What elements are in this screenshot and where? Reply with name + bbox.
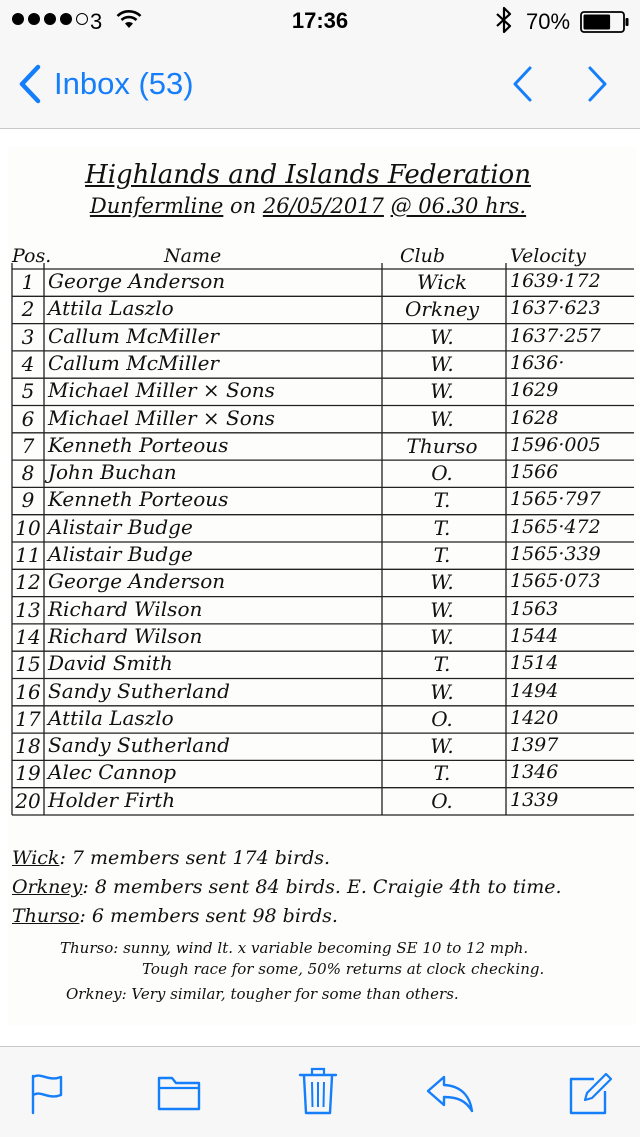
position-cell: 11 bbox=[15, 543, 41, 567]
velocity-cell: 1397 bbox=[510, 734, 559, 757]
table-row bbox=[8, 651, 636, 678]
position-cell: 8 bbox=[21, 461, 35, 486]
club-cell: W. bbox=[430, 597, 454, 622]
position-cell: 17 bbox=[15, 706, 41, 731]
header-velocity: Velocity bbox=[510, 245, 586, 267]
name-cell: George Anderson bbox=[48, 569, 226, 594]
name-cell: George Anderson bbox=[48, 269, 226, 293]
table-row bbox=[8, 733, 636, 760]
table-row bbox=[8, 569, 636, 596]
club-cell: T. bbox=[433, 543, 451, 567]
club-cell: Orkney bbox=[404, 297, 480, 322]
table-row bbox=[8, 624, 636, 651]
bottom-toolbar bbox=[0, 1046, 640, 1137]
name-cell: Holder Firth bbox=[48, 787, 176, 812]
name-cell: John Buchan bbox=[48, 460, 177, 485]
position-cell: 14 bbox=[15, 624, 41, 649]
table-row bbox=[8, 597, 636, 624]
position-cell: 2 bbox=[21, 297, 35, 322]
bluetooth-icon bbox=[494, 6, 514, 40]
position-cell: 15 bbox=[15, 652, 41, 677]
velocity-cell: 1563 bbox=[510, 597, 559, 620]
name-cell: Richard Wilson bbox=[48, 623, 203, 648]
club-cell: T. bbox=[433, 761, 451, 786]
note-thurso: Thurso: sunny, wind lt. x variable becoming SE 10 to 12 mph. bbox=[60, 939, 529, 957]
velocity-cell: 1566 bbox=[510, 461, 559, 484]
position-cell: 19 bbox=[15, 761, 41, 786]
name-cell: Kenneth Porteous bbox=[48, 432, 229, 457]
club-cell: T. bbox=[433, 652, 451, 677]
reply-icon[interactable] bbox=[424, 1071, 476, 1120]
name-cell: Sandy Sutherland bbox=[48, 733, 230, 758]
club-cell: W. bbox=[430, 570, 454, 595]
table-row bbox=[8, 433, 636, 460]
velocity-cell: 1339 bbox=[510, 788, 559, 811]
velocity-cell: 1346 bbox=[510, 761, 559, 784]
table-row bbox=[8, 706, 636, 733]
club-cell: T. bbox=[433, 488, 451, 513]
velocity-cell: 1639·172 bbox=[510, 270, 601, 292]
clock: 17:36 bbox=[291, 8, 349, 33]
header-club: Club bbox=[400, 245, 446, 267]
club-cell: W. bbox=[430, 624, 454, 649]
velocity-cell: 1544 bbox=[510, 624, 559, 647]
club-cell: W. bbox=[430, 734, 454, 759]
table-row bbox=[8, 296, 636, 323]
table-row bbox=[8, 487, 636, 514]
velocity-cell: 1494 bbox=[510, 679, 559, 702]
velocity-cell: 1514 bbox=[510, 652, 559, 675]
name-cell: David Smith bbox=[48, 651, 173, 676]
folder-icon[interactable] bbox=[156, 1071, 202, 1120]
position-cell: 10 bbox=[15, 515, 41, 540]
note-orkney: Orkney: Very similar, tougher for some than others. bbox=[66, 985, 459, 1003]
position-cell: 7 bbox=[21, 433, 35, 458]
name-cell: Alistair Budge bbox=[48, 542, 193, 566]
summary-wick: Wick: 7 members sent 174 birds. bbox=[12, 847, 331, 869]
name-cell: Richard Wilson bbox=[48, 596, 203, 621]
trash-icon[interactable] bbox=[297, 1065, 339, 1122]
table-row bbox=[8, 324, 636, 351]
race-time: @ 06.30 hrs. bbox=[390, 194, 527, 218]
name-cell: Kenneth Porteous bbox=[48, 487, 229, 512]
table-row bbox=[8, 378, 636, 405]
compose-icon[interactable] bbox=[566, 1071, 614, 1122]
summary-thurso: Thurso: 6 members sent 98 birds. bbox=[12, 905, 338, 927]
table-row bbox=[8, 788, 636, 815]
table-row bbox=[8, 269, 636, 296]
club-cell: T. bbox=[433, 515, 451, 540]
table-row bbox=[8, 406, 636, 433]
summary-orkney: Orkney: 8 members sent 84 birds. E. Craigie 4th to time. bbox=[12, 876, 562, 898]
table-row bbox=[8, 679, 636, 706]
club-cell: Wick bbox=[417, 270, 467, 294]
position-cell: 13 bbox=[15, 597, 41, 622]
flag-icon[interactable] bbox=[28, 1071, 68, 1120]
message-body[interactable] bbox=[0, 129, 640, 1046]
back-chevron-icon[interactable] bbox=[16, 64, 44, 109]
results-title: Highlands and Islands Federation bbox=[85, 160, 531, 190]
velocity-cell: 1565·339 bbox=[510, 543, 601, 565]
club-cell: O. bbox=[431, 461, 453, 486]
position-cell: 16 bbox=[15, 679, 41, 704]
position-cell: 18 bbox=[15, 734, 41, 759]
table-row bbox=[8, 760, 636, 787]
header-pos: Pos. bbox=[12, 245, 52, 267]
velocity-cell: 1636· bbox=[510, 351, 565, 374]
name-cell: Attila Laszlo bbox=[48, 296, 174, 321]
carrier-name: 3 bbox=[90, 9, 103, 34]
note-thurso-line2: Tough race for some, 50% returns at clock checking. bbox=[142, 960, 545, 978]
header-name: Name bbox=[164, 245, 222, 267]
velocity-cell: 1565·797 bbox=[510, 488, 601, 511]
name-cell: Sandy Sutherland bbox=[48, 678, 230, 703]
table-row bbox=[8, 515, 636, 542]
name-cell: Michael Miller × Sons bbox=[48, 405, 275, 430]
club-cell: O. bbox=[431, 788, 453, 813]
position-cell: 5 bbox=[21, 379, 35, 404]
battery-icon bbox=[580, 11, 630, 33]
name-cell: Callum McMiller bbox=[48, 350, 219, 375]
position-cell: 6 bbox=[21, 406, 35, 431]
velocity-cell: 1420 bbox=[510, 706, 559, 729]
table-row bbox=[8, 351, 636, 378]
velocity-cell: 1629 bbox=[510, 379, 559, 402]
table-row bbox=[8, 460, 636, 487]
velocity-cell: 1565·472 bbox=[510, 515, 601, 538]
battery-percent: 70% bbox=[526, 9, 571, 34]
table-row bbox=[8, 542, 636, 569]
velocity-cell: 1596·005 bbox=[510, 433, 601, 456]
velocity-cell: 1637·623 bbox=[510, 297, 601, 320]
race-date: 26/05/2017 bbox=[262, 194, 384, 218]
velocity-cell: 1628 bbox=[510, 406, 559, 429]
name-cell: Michael Miller × Sons bbox=[48, 378, 275, 403]
previous-message-icon[interactable] bbox=[510, 64, 536, 109]
next-message-icon[interactable] bbox=[584, 64, 610, 109]
velocity-cell: 1637·257 bbox=[510, 324, 601, 347]
position-cell: 20 bbox=[15, 788, 41, 813]
position-cell: 4 bbox=[21, 351, 35, 376]
club-cell: W. bbox=[430, 324, 454, 349]
back-button-inbox[interactable]: Inbox (53) bbox=[54, 66, 194, 101]
navigation-bar bbox=[0, 40, 640, 129]
club-cell: W. bbox=[430, 379, 454, 404]
race-location: Dunfermline bbox=[89, 194, 224, 218]
position-cell: 1 bbox=[21, 270, 35, 294]
velocity-cell: 1565·073 bbox=[510, 570, 601, 593]
position-cell: 12 bbox=[15, 570, 41, 595]
position-cell: 3 bbox=[21, 324, 35, 349]
club-cell: W. bbox=[430, 406, 454, 431]
name-cell: Attila Laszlo bbox=[48, 705, 174, 730]
name-cell: Callum McMiller bbox=[48, 323, 219, 348]
status-bar bbox=[0, 0, 640, 40]
club-cell: O. bbox=[431, 706, 453, 731]
club-cell: W. bbox=[430, 351, 454, 376]
race-on-word: on bbox=[230, 194, 257, 218]
handwritten-results-sheet bbox=[8, 147, 636, 1025]
club-cell: Thurso bbox=[406, 433, 478, 458]
name-cell: Alistair Budge bbox=[48, 514, 193, 539]
position-cell: 9 bbox=[21, 488, 35, 513]
name-cell: Alec Cannop bbox=[48, 760, 177, 785]
club-cell: W. bbox=[430, 679, 454, 704]
